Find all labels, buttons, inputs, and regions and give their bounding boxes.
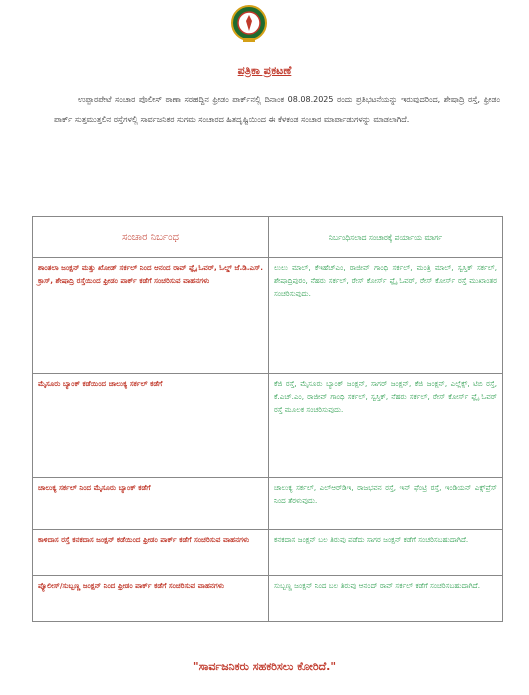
traffic-table xyxy=(32,216,503,622)
restriction-cell: ಕಾಳಿದಾಸ ರಸ್ತೆ ಕನಕದಾಸ ಜಂಕ್ಷನ್ ಕಡೆಯಿಂದ ಫ್ರೀಡಂ ಪಾರ್ಕ್ ಕಡೆಗೆ ಸಂಚರಿಸುವ ವಾಹನಗಳು xyxy=(33,530,269,576)
table-row xyxy=(33,258,503,374)
restriction-cell: ಚಾಲುಕ್ಯ ಸರ್ಕಲ್ ನಿಂದ ಮೈಸೂರು ಬ್ಯಾಂಕ್ ಕಡೆಗೆ xyxy=(33,478,269,530)
alternative-cell: ಚಾಲುಕ್ಯ ಸರ್ಕಲ್, ಎಲ್‌ಆರ್‌ಡಿಇ, ರಾಜಭವನ ರಸ್ತೆ, ಇನ್ ಫೆಂಟ್ರಿ ರಸ್ತೆ, ಇಂಡಿಯನ್ ಎಕ್ಸ್‌ಪ್ರೆಸ್ ನಿಂದ ತೆರಳುವುದು. xyxy=(269,478,503,530)
alternative-cell: ಲುಲು ಮಾಲ್, ಕೆಇಹೆಚ್‌ಎಂ, ರಾಜೀವ್ ಗಾಂಧಿ ಸರ್ಕಲ್, ಮಂತ್ರಿ ಮಾಲ್, ಸ್ವಸ್ತಿಕ್ ಸರ್ಕಲ್, ಶೇಷಾದ್ರಿಪುರಂ, ನೆಹರು ಸರ್ಕಲ್, ರೇಸ್ ಕೋರ್ಸ್ ಫ್ಲೈ ಓವರ್, ರೇಸ್ ಕೋರ್ಸ್ ರಸ್ತೆ ಮುಖಾಂತರ ಸಂಚರಿಸುವುದು. xyxy=(269,258,503,374)
restriction-cell: ಶಾಂತಲಾ ಜಂಕ್ಷನ್ ಮತ್ತು ಖೋಡ್ ಸರ್ಕಲ್ ನಿಂದ ಆನಂದ ರಾವ್ ಫ್ಲೈ ಓವರ್, ಓಲ್ಡ್ ಜೆ.ಡಿ.ಎಸ್. ಕ್ರಾಸ್, ಶೇಷಾದ್ರಿ ರಸ್ತೆಯಿಂದ ಫ್ರೀಡಂ ಪಾರ್ಕ್ ಕಡೆಗೆ ಸಂಚರಿಸುವ ವಾಹನಗಳು xyxy=(33,258,269,374)
table-row xyxy=(33,576,503,622)
alternative-cell: ಕೆಜಿ ರಸ್ತೆ, ಮೈಸೂರು ಬ್ಯಾಂಕ್ ಜಂಕ್ಷನ್, ಸಾಗರ್ ಜಂಕ್ಷನ್, ಕೆಜಿ ಜಂಕ್ಷನ್, ಎಲ್ಲೆಕ್ಸ್, ಟಿಬಿ ರಸ್ತೆ, ಕೆ.ಎಚ್.ಎಂ, ರಾಜೀವ್ ಗಾಂಧಿ ಸರ್ಕಲ್, ಸ್ವಸ್ತಿಕ್, ನೆಹರು ಸರ್ಕಲ್, ರೇಸ್ ಕೋರ್ಸ್ ಫ್ಲೈ ಓವರ್ ರಸ್ತೆ ಮೂಲಕ ಸಂಚರಿಸುವುದು. xyxy=(269,374,503,478)
alternative-cell: ಸುಬ್ಬಣ್ಣ ಜಂಕ್ಷನ್ ನಿಂದ ಬಲ ತಿರುವು ಆನಂದ್ ರಾವ್ ಸರ್ಕಲ್ ಕಡೆಗೆ ಸಂಚರಿಸಬಹುದಾಗಿದೆ. xyxy=(269,576,503,622)
restriction-cell: ಮೈಸೂರು ಬ್ಯಾಂಕ್ ಕಡೆಯಿಂದ ಚಾಲುಕ್ಯ ಸರ್ಕಲ್ ಕಡೆಗೆ xyxy=(33,374,269,478)
alternative-cell: ಕನಕದಾಸ ಜಂಕ್ಷನ್ ಬಲ ತಿರುವು ಪಡೆದು ಸಾಗರ ಜಂಕ್ಷನ್ ಕಡೆಗೆ ಸಂಚರಿಸಬಹುದಾಗಿದೆ. xyxy=(269,530,503,576)
table-row xyxy=(33,478,503,530)
restriction-cell: ಪ್ಯೊಲೀಸ್/ಸುಬ್ಬಣ್ಣ ಜಂಕ್ಷನ್ ನಿಂದ ಫ್ರೀಡಂ ಪಾರ್ಕ್ ಕಡೆಗೆ ಸಂಚರಿಸುವ ವಾಹನಗಳು xyxy=(33,576,269,622)
column-header-restriction: ಸಂಚಾರ ನಿರ್ಬಂಧ xyxy=(33,217,269,258)
column-header-alternative: ನಿರ್ಬಂಧಿಸಲಾದ ಸಂಚಾರಕ್ಕೆ ಪರ್ಯಾಯ ಮಾರ್ಗ xyxy=(269,217,503,258)
footer-appeal: "ಸಾರ್ವಜನಿಕರು ಸಹಕರಿಸಲು ಕೋರಿದೆ." xyxy=(192,660,337,673)
table-row xyxy=(33,374,503,478)
intro-paragraph: ಉಪ್ಪಾರಪೇಟೆ ಸಂಚಾರ ಪೊಲೀಸ್ ಠಾಣಾ ಸರಹದ್ದಿನ ಫ್ರೀಡಂ ಪಾರ್ಕ್‌ನಲ್ಲಿ ದಿನಾಂಕ 08.08.2025 ರಂದು ಪ್ರತಿಭಟನೆಯನ್ನು ಇರುವುದರಿಂದ, ಶೇಷಾದ್ರಿ ರಸ್ತೆ, ಫ್ರೀಡಂ ಪಾರ್ಕ್ ಸುತ್ತಮುತ್ತಲಿನ ರಸ್ತೆಗಳಲ್ಲಿ ಸಾರ್ವಜನಿಕರ ಸುಗಮ ಸಂಚಾರದ ಹಿತದೃಷ್ಟಿಯಿಂದ ಈ ಕೆಳಕಂಡ ಸಂಚಾರ ಮಾರ್ಪಾಡುಗಳನ್ನು ಮಾಡಲಾಗಿದೆ. xyxy=(54,95,500,124)
table-row xyxy=(33,530,503,576)
table-header-row xyxy=(33,217,503,258)
police-emblem-icon xyxy=(231,4,267,44)
page-title: ಪತ್ರಿಕಾ ಪ್ರಕಟಣೆ xyxy=(237,64,292,77)
